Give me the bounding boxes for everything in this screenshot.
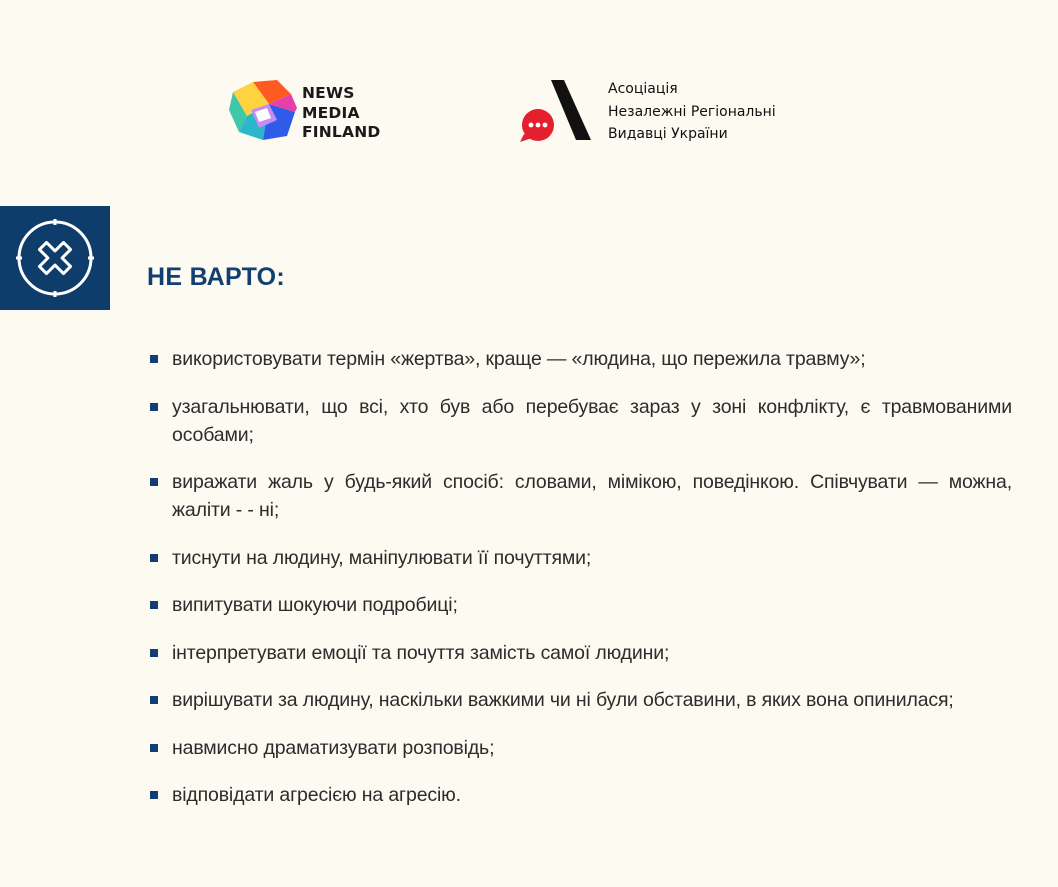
list-item <box>150 639 1012 667</box>
list-item-text: випитувати шокуючи подробиці; <box>172 594 458 616</box>
list-item-text: тиснути на людину, маніпулювати її почуттями; <box>172 546 592 569</box>
list-item-text: використовувати термін «жертва», краще — «людина, що пережила травму»; <box>172 348 866 370</box>
square-bullet-icon <box>150 554 158 562</box>
square-bullet-icon <box>150 744 158 752</box>
association-name <box>608 78 776 146</box>
logo-line: NEWS <box>302 84 355 102</box>
list-item <box>150 393 1012 449</box>
list-item-text: виражати жаль у будь-який спосіб: словами, мімікою, поведінкою. Співчувати — можна, жаліти - - ні; <box>172 471 1012 521</box>
association-logo <box>520 76 810 146</box>
news-media-finland-logo-mark <box>229 80 297 146</box>
list-item <box>150 345 1012 373</box>
association-logo-mark <box>520 76 595 144</box>
logo-line: Незалежні Регіональні <box>608 103 776 120</box>
list-item <box>150 468 1012 524</box>
logo-line: Асоціація <box>608 81 678 97</box>
dont-badge <box>0 206 110 310</box>
list-item <box>150 544 1012 572</box>
logo-line: FINLAND <box>302 123 381 141</box>
list-item <box>150 734 1012 762</box>
square-bullet-icon <box>150 601 158 609</box>
square-bullet-icon <box>150 478 158 486</box>
x-circle-icon <box>15 216 95 300</box>
list-item-text: вирішувати за людину, наскільки важкими чи ні були обставини, в яких вона опинилася; <box>172 689 954 711</box>
square-bullet-icon <box>150 355 158 363</box>
logo-line: MEDIA <box>302 103 360 122</box>
list-item-text: узагальнювати, що всі, хто був або перебуває зараз у зоні конфлікту, є травмованими особами; <box>172 395 1012 446</box>
square-bullet-icon <box>150 403 158 411</box>
list-item <box>150 686 1012 714</box>
list-item-text: відповідати агресією на агресію. <box>172 784 461 806</box>
news-media-finland-logo <box>229 80 379 146</box>
list-item <box>150 591 1012 619</box>
dont-list <box>150 345 1012 829</box>
square-bullet-icon <box>150 791 158 799</box>
list-item-text: навмисно драматизувати розповідь; <box>172 736 495 759</box>
logo-line: Видавці України <box>608 126 728 142</box>
square-bullet-icon <box>150 696 158 704</box>
news-media-finland-wordmark <box>302 84 380 143</box>
square-bullet-icon <box>150 649 158 657</box>
list-item-text: інтерпретувати емоції та почуття замість самої людини; <box>172 641 670 664</box>
list-item <box>150 781 1012 809</box>
page-heading: НЕ ВАРТО: <box>147 263 286 291</box>
